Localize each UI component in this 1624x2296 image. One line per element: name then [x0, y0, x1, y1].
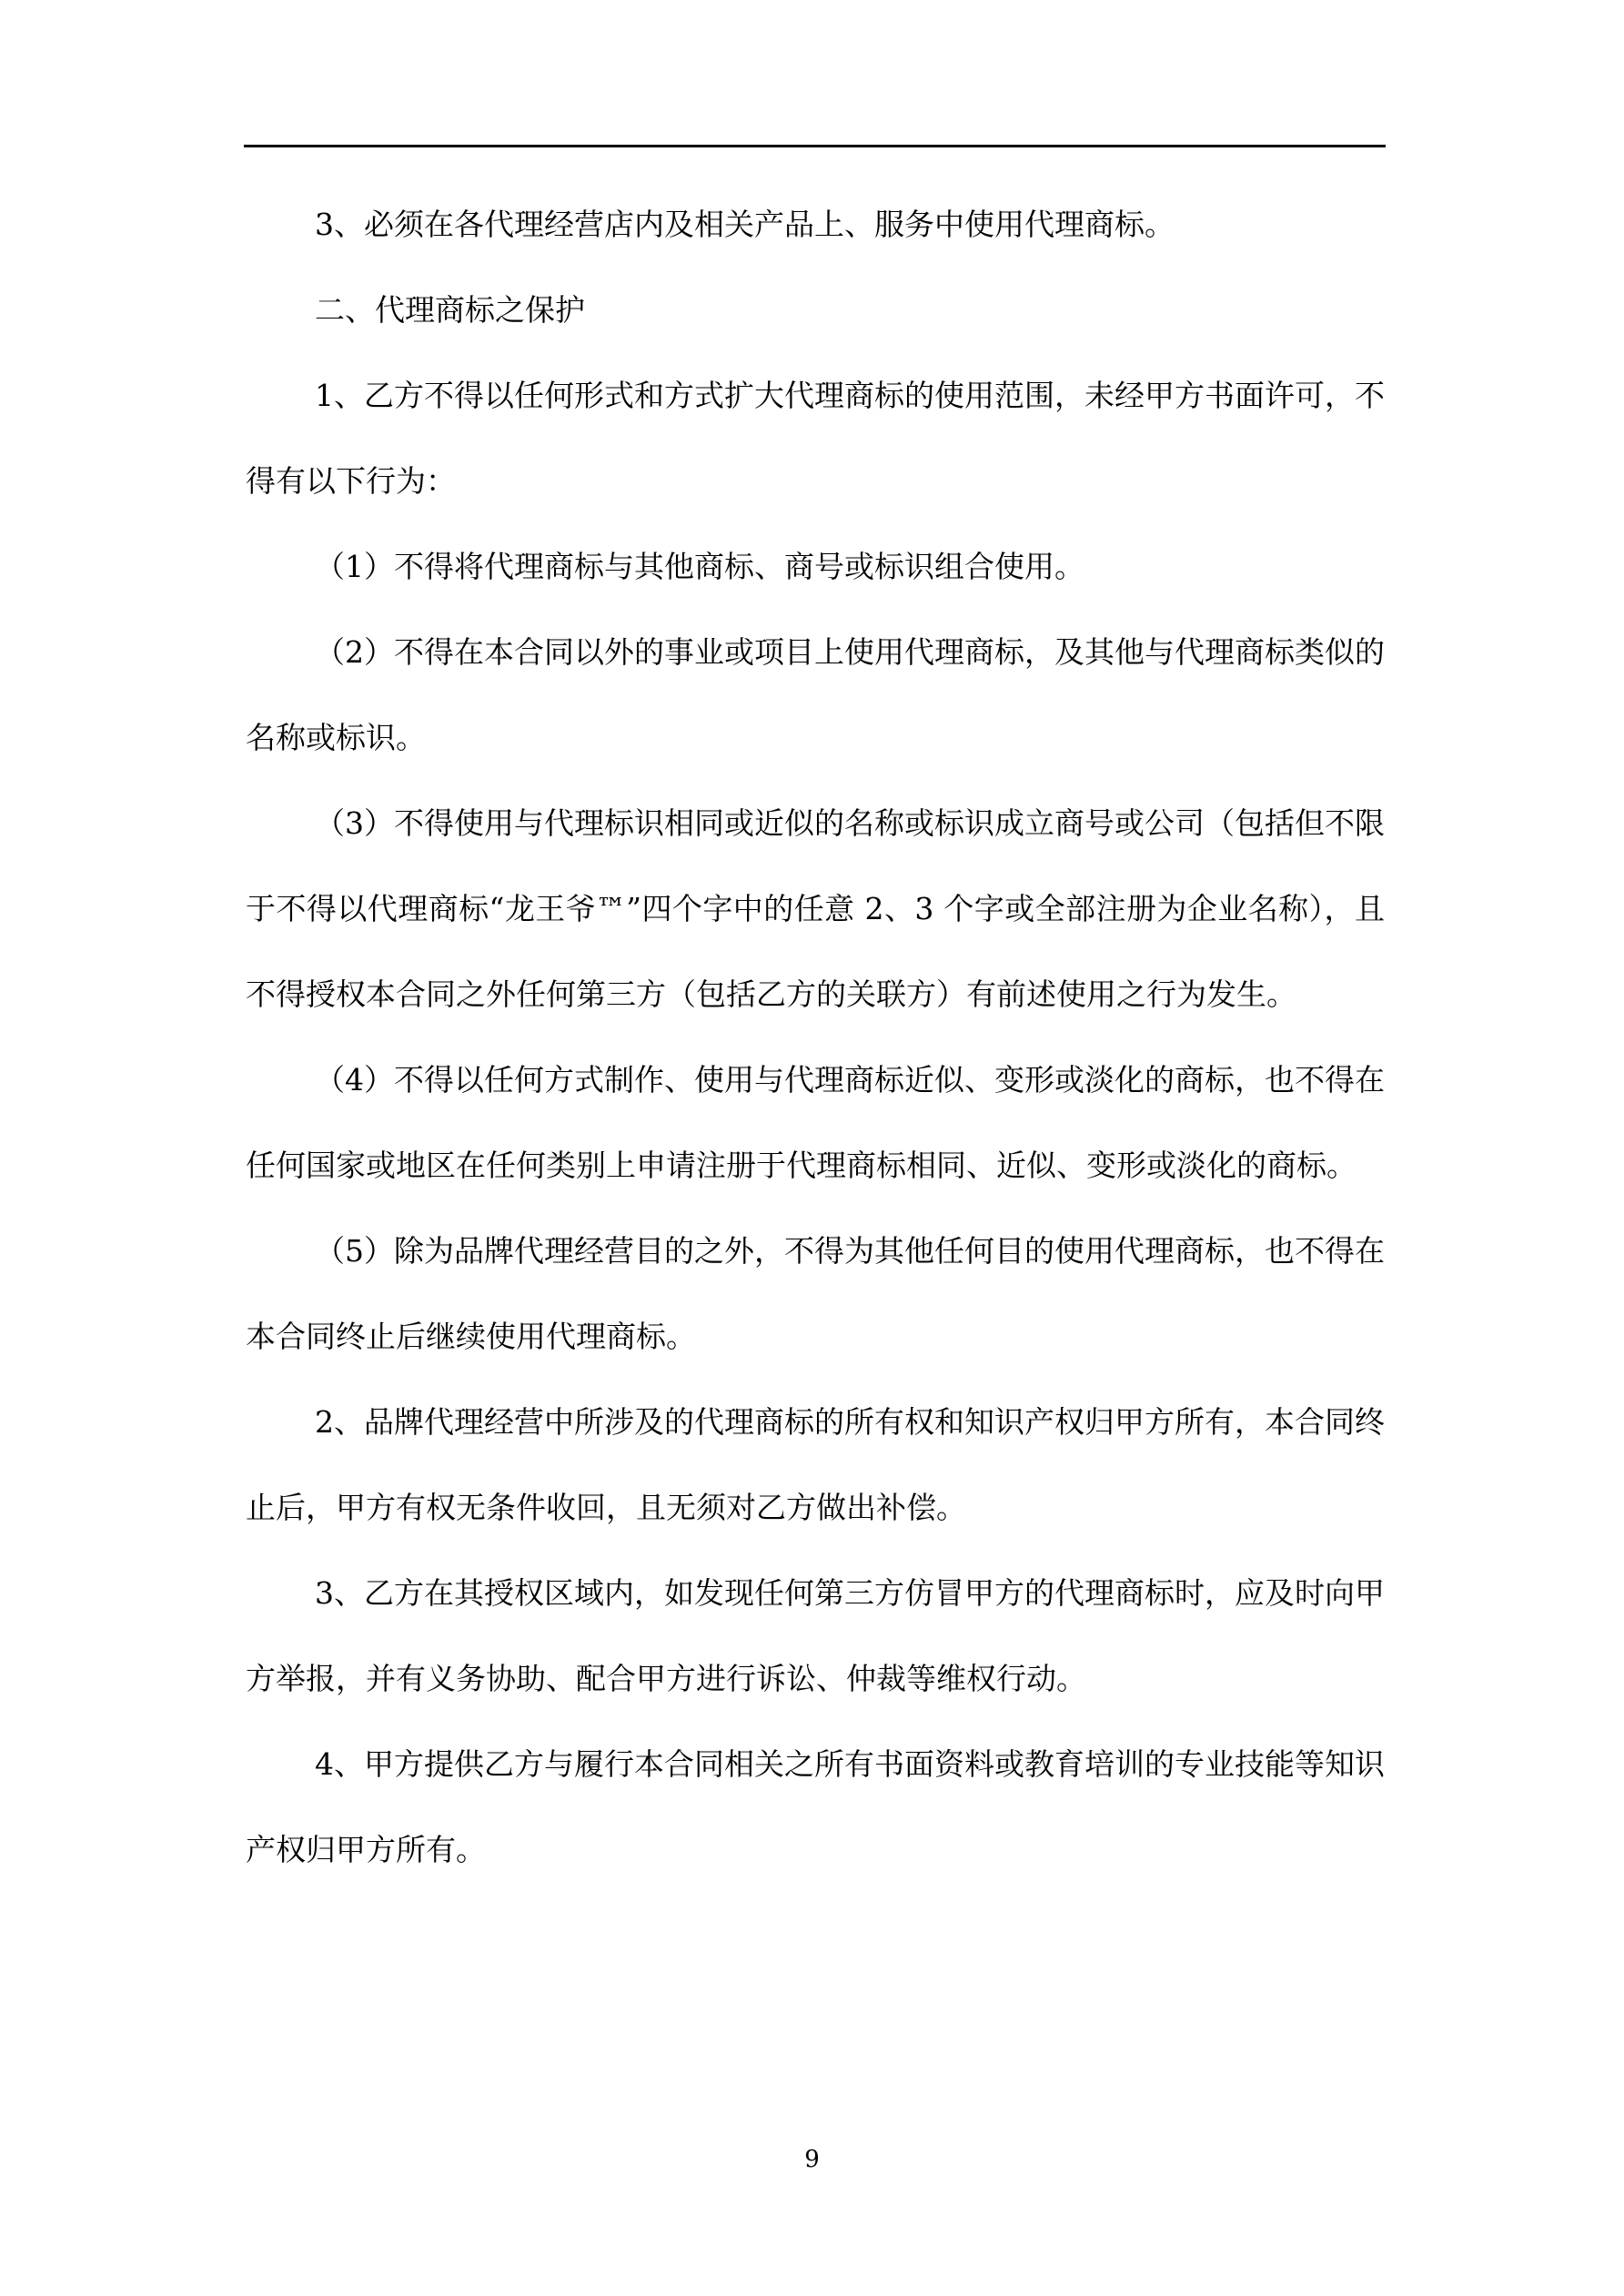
paragraph-item-2: （2）不得在本合同以外的事业或项目上使用代理商标，及其他与代理商标类似的名称或标识。: [246, 634, 1385, 755]
header-rule: [244, 145, 1386, 147]
page-number: 9: [804, 2146, 820, 2173]
paragraph-item-5: （5）除为品牌代理经营目的之外，不得为其他任何目的使用代理商标，也不得在本合同终止后继续使用代理商标。: [246, 1233, 1385, 1354]
paragraph-item-1: （1）不得将代理商标与其他商标、商号或标识组合使用。: [315, 549, 1084, 584]
paragraph-clause-1: 1、乙方不得以任何形式和方式扩大代理商标的使用范围，未经甲方书面许可，不得有以下行为：: [246, 378, 1385, 499]
section-heading-trademark-protection: 二、代理商标之保护: [315, 292, 585, 328]
document-body: [246, 182, 1385, 1893]
paragraph-clause-4: 4、甲方提供乙方与履行本合同相关之所有书面资料或教育培训的专业技能等知识产权归甲方所有。: [246, 1746, 1385, 1867]
paragraph-clause-3: 3、必须在各代理经营店内及相关产品上、服务中使用代理商标。: [315, 207, 1175, 242]
paragraph-clause-3-infringement: 3、乙方在其授权区域内，如发现任何第三方仿冒甲方的代理商标时，应及时向甲方举报，并有义务协助、配合甲方进行诉讼、仲裁等维权行动。: [246, 1575, 1385, 1696]
paragraph-clause-2: 2、品牌代理经营中所涉及的代理商标的所有权和知识产权归甲方所有，本合同终止后，甲方有权无条件收回，且无须对乙方做出补偿。: [246, 1404, 1385, 1525]
paragraph-item-4: （4）不得以任何方式制作、使用与代理商标近似、变形或淡化的商标，也不得在任何国家或地区在任何类别上申请注册于代理商标相同、近似、变形或淡化的商标。: [246, 1062, 1385, 1183]
paragraph-item-3: （3）不得使用与代理标识相同或近似的名称或标识成立商号或公司（包括但不限于不得以代理商标“龙王爷™”四个字中的任意 2、3 个字或全部注册为企业名称），且不得授权本合同之外任何第三方（包括乙方的关联方）有前述使用之行为发生。: [246, 805, 1385, 1012]
